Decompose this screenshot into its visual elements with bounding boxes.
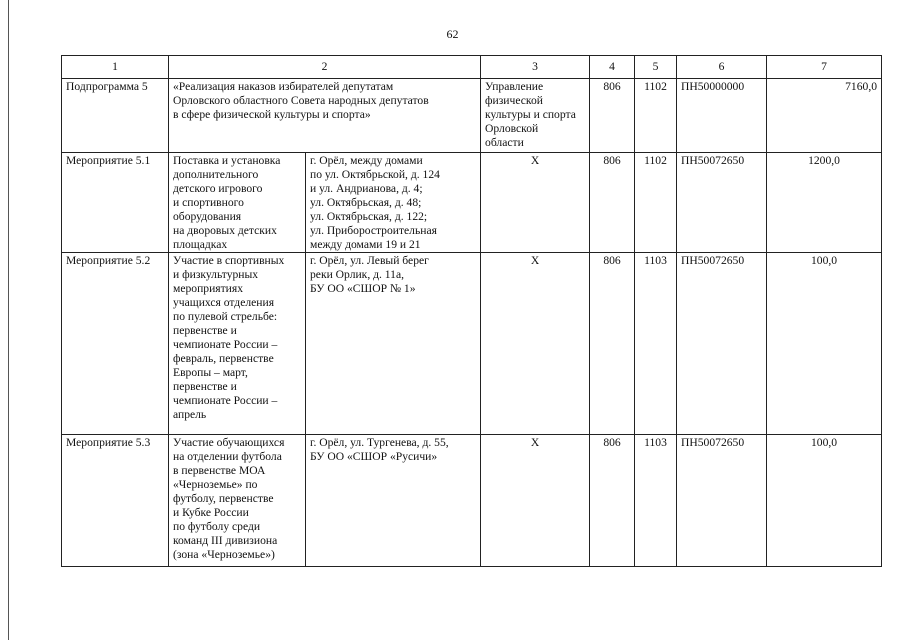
row-col4: 806 [590, 435, 635, 567]
row-executor: Х [481, 153, 590, 253]
header-cell: 7 [767, 56, 882, 79]
row-col4: 806 [590, 153, 635, 253]
row-description: Участие в спортивных и физкультурных мероприятиях учащихся отделения по пулевой стрельбе: первенстве и чемпионате России – февраль, первенстве Европы – март, первенстве и чемпионате России – апрель [169, 253, 306, 435]
row-address: г. Орёл, ул. Левый берег реки Орлик, д. 11а, БУ ОО «СШОР № 1» [306, 253, 481, 435]
row-description: «Реализация наказов избирателей депутатам Орловского областного Совета народных депутатов в сфере физической культуры и спорта» [169, 79, 481, 153]
row-name: Мероприятие 5.1 [62, 153, 169, 253]
row-description: Поставка и установка дополнительного детского игрового и спортивного оборудования на дворовых детских площадках [169, 153, 306, 253]
table-row [62, 153, 882, 253]
row-col4: 806 [590, 79, 635, 153]
header-cell: 2 [169, 56, 481, 79]
row-executor: Управление физической культуры и спорта Орловской области [481, 79, 590, 153]
header-cell: 4 [590, 56, 635, 79]
row-address: г. Орёл, между домами по ул. Октябрьской, д. 124 и ул. Андрианова, д. 4; ул. Октябрьская, д. 48; ул. Октябрьская, д. 122; ул. Приборостроительная между домами 19 и 21 [306, 153, 481, 253]
header-cell: 1 [62, 56, 169, 79]
row-name: Мероприятие 5.2 [62, 253, 169, 435]
table-row [62, 253, 882, 435]
row-col6: ПН50072650 [677, 153, 767, 253]
row-col7: 1200,0 [767, 153, 882, 253]
row-description: Участие обучающихся на отделении футбола в первенстве МОА «Черноземье» по футболу, первенстве и Кубке России по футболу среди команд III дивизиона (зона «Черноземье») [169, 435, 306, 567]
program-table [61, 55, 882, 567]
table-row [62, 79, 882, 153]
header-cell: 6 [677, 56, 767, 79]
header-cell: 3 [481, 56, 590, 79]
row-col4: 806 [590, 253, 635, 435]
row-col5: 1102 [635, 79, 677, 153]
row-col5: 1102 [635, 153, 677, 253]
page-number: 62 [446, 27, 459, 41]
row-address: г. Орёл, ул. Тургенева, д. 55, БУ ОО «СШОР «Русичи» [306, 435, 481, 567]
row-col7: 7160,0 [767, 79, 882, 153]
row-executor: Х [481, 435, 590, 567]
page-edge-line [8, 0, 9, 640]
row-col6: ПН50000000 [677, 79, 767, 153]
table-header-row [62, 56, 882, 79]
row-col7: 100,0 [767, 253, 882, 435]
header-cell: 5 [635, 56, 677, 79]
row-name: Мероприятие 5.3 [62, 435, 169, 567]
row-executor: Х [481, 253, 590, 435]
row-col5: 1103 [635, 253, 677, 435]
row-col6: ПН50072650 [677, 253, 767, 435]
row-col5: 1103 [635, 435, 677, 567]
row-col6: ПН50072650 [677, 435, 767, 567]
row-col7: 100,0 [767, 435, 882, 567]
row-name: Подпрограмма 5 [62, 79, 169, 153]
table-row [62, 435, 882, 567]
